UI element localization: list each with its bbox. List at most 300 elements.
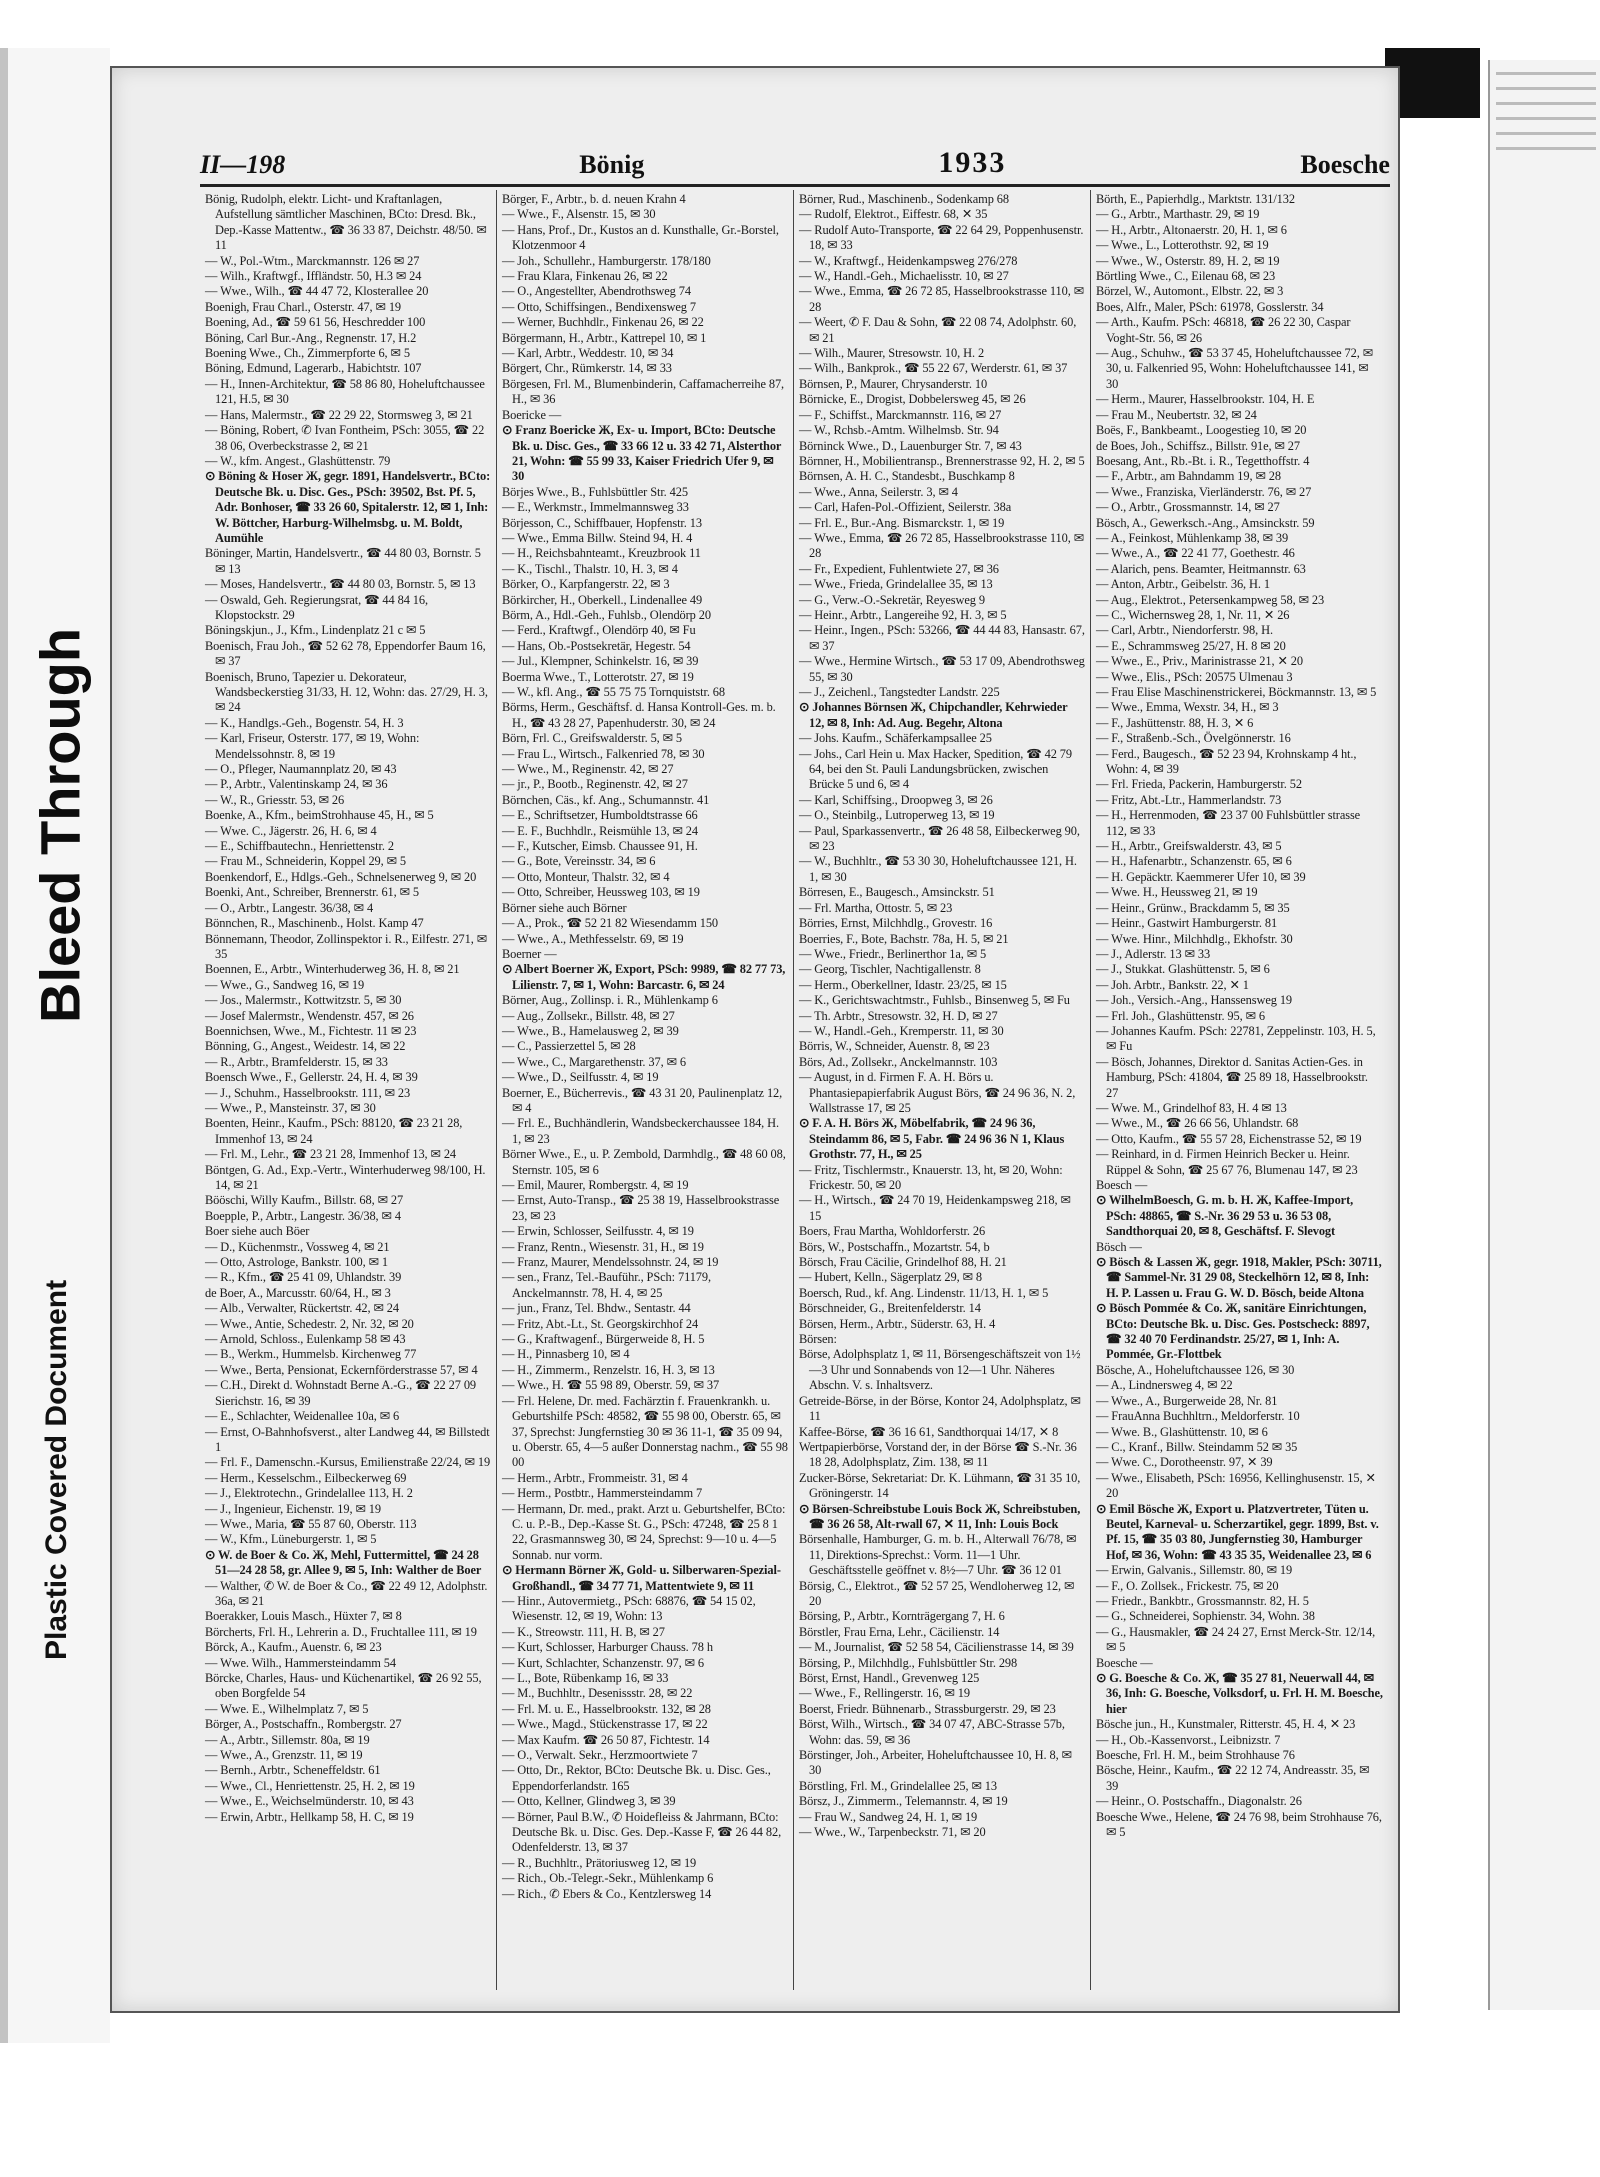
directory-entry: — Johannes Kaufm. PSch: 22781, Zeppelinstr. 103, H. 5, ✉ Fu	[1096, 1023, 1376, 1054]
directory-entry: — L., Bote, Rübenkamp 16, ✉ 33	[502, 1671, 669, 1685]
header-year: 1933	[938, 146, 1007, 179]
directory-entry: Börnsen, P., Maurer, Chrysanderstr. 10	[799, 376, 988, 391]
directory-entry: Boensch Wwe., F., Gellerstr. 24, H. 4, ✉ 39	[205, 1070, 418, 1085]
directory-entry: — K., Gerichtswachtmstr., Fuhlsb., Binsenweg 5, ✉ Fu	[799, 993, 1070, 1008]
directory-entry: — H., Hafenarbtr., Schanzenstr. 65, ✉ 6	[1096, 854, 1292, 869]
directory-entry: Boesche —	[1096, 1655, 1153, 1670]
directory-entry: Bösche, A., Hoheluftchaussee 126, ✉ 30	[1096, 1362, 1295, 1377]
directory-entry: Börstinger, Joh., Arbeiter, Hoheluftchaussee 10, H. 8, ✉ 30	[799, 1748, 1072, 1778]
directory-entry: — Reinhard, in d. Firmen Heinrich Becker u. Heinr. Rüppel & Sohn, ☎ 25 67 76, Blumenau 147, ✉ 23	[1096, 1147, 1358, 1177]
directory-entry: — Wwe., Emma, ☎ 26 72 85, Hasselbrookstrasse 110, ✉ 28	[799, 284, 1085, 314]
directory-entry: Börstling, Frl. M., Grindelallee 25, ✉ 13	[799, 1778, 997, 1793]
directory-entry: Boerries, F., Bote, Bachstr. 78a, H. 5, ✉ 21	[799, 931, 1009, 946]
directory-entry: Boerst, Friedr. Bühnenarb., Strassburgerstr. 29, ✉ 23	[799, 1701, 1056, 1716]
directory-entry: — Frl. Joh., Glashüttenstr. 95, ✉ 6	[1096, 1008, 1265, 1023]
directory-entry: — Wwe., D., Seilfusstr. 4, ✉ 19	[502, 1070, 659, 1085]
directory-entry: Börsig, C., Elektrot., ☎ 52 57 25, Wendloherweg 12, ✉ 20	[799, 1578, 1075, 1608]
directory-entry: — Rich., ✆ Ebers & Co., Kentzlersweg 14	[502, 1886, 712, 1901]
directory-entry: — Rudolf, Elektrot., Eiffestr. 68, ✕ 35	[799, 207, 988, 222]
directory-entry: — Rich., Ob.-Telegr.-Sekr., Mühlenkamp 6	[502, 1871, 714, 1886]
directory-entry: — G., Hausmakler, ☎ 24 24 27, Ernst Merck-Str. 12/14, ✉ 5	[1096, 1624, 1376, 1655]
directory-entry: Börn, Frl. C., Greifswalderstr. 5, ✉ 5	[502, 731, 683, 746]
directory-entry: — Wwe. H., Heussweg 21, ✉ 19	[1096, 885, 1258, 900]
directory-entry: ⊙ Albert Boerner Ж, Export, PSch: 9989, ☎ 82 77 73, Lilienstr. 7, ✉ 1, Wohn: Barcastr. 6, ✉ 24	[502, 962, 786, 992]
directory-entry: Börner Wwe., E., u. P. Zembold, Darmhdlg., ☎ 48 60 08, Sternstr. 105, ✉ 6	[502, 1147, 786, 1177]
directory-entry: — R., Kfm., ☎ 25 41 09, Uhlandstr. 39	[205, 1270, 402, 1285]
directory-entry: Boesche Wwe., Helene, ☎ 24 76 98, beim Strohhause 76, ✉ 5	[1096, 1809, 1382, 1840]
directory-entry: — G., Verw.-O.-Sekretär, Reyesweg 9	[799, 592, 985, 607]
directory-entry: — M., Buchhltr., Desenissstr. 28, ✉ 22	[502, 1686, 693, 1701]
directory-entry: — Frl. F., Damenschn.-Kursus, Emilienstraße 22/24, ✉ 19	[205, 1455, 491, 1470]
directory-entry: — Hermann, Dr. med., prakt. Arzt u. Geburtshelfer, BCto: C. u. P.-B., Dep.-Kasse St. G., PSch: 47248, ☎ 25 8 1 22, Grasmannsweg 30, ✉ 24, Sprechst: 9—10 u. 4—5 Sonnab. nur vorm.	[502, 1501, 786, 1562]
directory-entry: Börjesson, C., Schiffbauer, Hopfenstr. 13	[502, 515, 702, 530]
directory-entry: — Wwe., L., Lotterothstr. 92, ✉ 19	[1096, 238, 1269, 253]
scan-edge-shadow	[0, 48, 8, 2043]
directory-entry: Börsenhalle, Hamburger, G. m. b. H., Alterwall 76/78, ✉ 11, Direktions-Sprechst.: Vorm. 11—1 Uhr. Geschäftsstelle geöffnet v. 8½—7 Uhr. ☎ 36 12 01	[799, 1532, 1077, 1578]
directory-entry: — A., Arbtr., Sillemstr. 80a, ✉ 19	[205, 1732, 370, 1747]
directory-entry: Böningskjun., J., Kfm., Lindenplatz 21 c ✉ 5	[205, 623, 426, 638]
directory-entry: ⊙ WilhelmBoesch, G. m. b. H. Ж, Kaffee-Import, PSch: 48865, ☎ S.-Nr. 36 29 53 u. 36 53 08, Sandthorquai 20, ✉ 8, Geschäftsf. F. Slevogt	[1096, 1193, 1354, 1239]
directory-entry: — Hubert, Kelln., Sägerplatz 29, ✉ 8	[799, 1270, 982, 1285]
directory-entry: — W., kfl. Ang., ☎ 55 75 75 Tornquiststr. 68	[502, 685, 726, 699]
directory-entry: ⊙ G. Boesche & Co. Ж, ☎ 35 27 81, Neuerwall 44, ✉ 36, Inh: G. Boesche, Volksdorf, u. Frl. H. M. Boesche, hier	[1096, 1671, 1383, 1716]
directory-entry: Börresen, E., Baugesch., Amsinckstr. 51	[799, 885, 995, 900]
directory-entry: Börsz, J., Zimmerm., Telemannstr. 4, ✉ 19	[799, 1794, 1008, 1809]
directory-entry: — H., Herrenmoden, ☎ 23 37 00 Fuhlsbüttler strasse 112, ✉ 33	[1096, 808, 1361, 838]
directory-entry: Boepple, P., Arbtr., Langestr. 36/38, ✉ 4	[205, 1208, 401, 1223]
directory-entry: ⊙ Börsen-Schreibstube Louis Bock Ж, Schreibstuben, ☎ 36 26 58, Alt-rwall 67, ✕ 11, Inh: Louis Bock	[799, 1501, 1081, 1531]
directory-entry: — Frau W., Sandweg 24, H. 1, ✉ 19	[799, 1809, 978, 1824]
directory-entry: Börjes Wwe., B., Fuhlsbüttler Str. 425	[502, 484, 688, 499]
directory-entry: Böninger, Martin, Handelsvertr., ☎ 44 80 03, Bornstr. 5 ✉ 13	[205, 546, 481, 576]
directory-entry: — Herm., Kesselschm., Eilbeckerweg 69	[205, 1470, 407, 1485]
directory-entry: — Bernh., Arbtr., Scheneffeldstr. 61	[205, 1763, 381, 1778]
directory-entry: Börninck Wwe., D., Lauenburger Str. 7, ✉ 43	[799, 438, 1022, 453]
directory-entry: — Herm., Maurer, Hasselbrookstr. 104, H. E	[1096, 392, 1315, 407]
directory-entry: Bönig, Rudolph, elektr. Licht- und Kraftanlagen, Aufstellung sämtlicher Maschinen, BCto: Dresd. Bk., Dep.-Kasse Mattentw., ☎ 36 33 87, Deichstr. 48/50. ✉ 11	[205, 192, 487, 253]
directory-entry: Boesch —	[1096, 1178, 1148, 1192]
directory-entry: — K., Handlgs.-Geh., Bogenstr. 54, H. 3	[205, 715, 404, 730]
directory-entry: Börsing, P., Arbtr., Kornträgergang 7, H. 6	[799, 1609, 1005, 1624]
directory-entry: — Jos., Malermstr., Kottwitzstr. 5, ✉ 30	[205, 993, 402, 1008]
directory-entry: Börger, A., Postschaffn., Rombergstr. 27	[205, 1717, 402, 1732]
directory-entry: — W., R., Griesstr. 53, ✉ 26	[205, 792, 345, 807]
directory-entry: — Ferd., Kraftwgf., Olendörp 40, ✉ Fu	[502, 623, 696, 638]
directory-entry: — Walther, ✆ W. de Boer & Co., ☎ 22 49 12, Adolphstr. 36a, ✉ 21	[205, 1578, 488, 1608]
directory-entry: — J., Ingenieur, Eichenstr. 19, ✉ 19	[205, 1501, 381, 1516]
directory-entry: — W., Pol.-Wtm., Marckmannstr. 126 ✉ 27	[205, 253, 420, 268]
directory-entry: Boesang, Ant., Rb.-Bt. i. R., Tegetthoffstr. 4	[1096, 453, 1310, 468]
directory-entry: — Wwe., E., Priv., Marinistrasse 21, ✕ 20	[1096, 654, 1303, 669]
directory-entry: — Wwe., M., Reginenstr. 42, ✉ 27	[502, 762, 674, 777]
directory-entry: — O., Arbtr., Langestr. 36/38, ✉ 4	[205, 900, 374, 915]
directory-entry: — Herm., Postbtr., Hammersteindamm 7	[502, 1486, 703, 1501]
directory-entry: Boerner —	[502, 946, 557, 961]
directory-entry: — Karl, Friseur, Osterstr. 177, ✉ 19, Wohn: Mendelssohnstr. 8, ✉ 19	[205, 731, 420, 761]
directory-entry: Bönnchen, R., Maschinenb., Holst. Kamp 47	[205, 916, 424, 931]
directory-entry: Böning, Edmund, Lagerarb., Habichtstr. 107	[205, 361, 422, 376]
directory-entry: — Frl. Martha, Ottostr. 5, ✉ 23	[799, 900, 953, 915]
directory-entry: — sen., Franz, Tel.-Bauführ., PSch: 71179, Anckelmannstr. 78, H. 4, ✉ 25	[502, 1270, 711, 1300]
directory-entry: — Weert, ✆ F. Dau & Sohn, ☎ 22 08 74, Adolphstr. 60, ✉ 21	[799, 315, 1077, 345]
directory-entry: — Rudolf Auto-Transporte, ☎ 22 64 29, Poppenhusenstr. 18, ✉ 33	[799, 222, 1084, 253]
directory-entry: Boericke —	[502, 407, 562, 422]
directory-entry: — Frl. Helene, Dr. med. Fachärztin f. Frauenkrankh. u. Geburtshilfe PSch: 48582, ☎ 55 98 00, Oberstr. 65, ✉ 37, Sprechst: Jungfernstieg 30 ✉ 36 11-1, ☎ 35 09 94, u. Oberstr. 65, 4—5 außer Donnerstag nachm., ☎ 55 98 00	[502, 1393, 788, 1470]
directory-entry: Bösche jun., H., Kunstmaler, Ritterstr. 45, H. 4, ✕ 23	[1096, 1717, 1356, 1732]
directory-entry: — Wwe., Hermine Wirtsch., ☎ 53 17 09, Abendrothsweg 55, ✉ 30	[799, 654, 1085, 684]
directory-entry: Börnchen, Cäs., kf. Ang., Schumannstr. 41	[502, 792, 710, 807]
directory-entry: — C., Passierzettel 5, ✉ 28	[502, 1039, 636, 1054]
directory-entry: — Wwe., Cl., Henriettenstr. 25, H. 2, ✉ 19	[205, 1778, 415, 1793]
directory-entry: — Aug., Elektrot., Petersenkampweg 58, ✉ 23	[1096, 592, 1325, 607]
directory-entry: Boersch, Rud., kf. Ang. Lindenstr. 11/13, H. 1, ✉ 5	[799, 1285, 1049, 1300]
directory-entry: — O., Arbtr., Grossmannstr. 14, ✉ 27	[1096, 500, 1280, 515]
directory-column-1	[200, 190, 497, 1990]
directory-entry: — Wwe., Berta, Pensionat, Eckernförderstrasse 57, ✉ 4	[205, 1362, 478, 1377]
directory-entry: — F., Schiffst., Marckmannstr. 116, ✉ 27	[799, 407, 1002, 422]
directory-entry: Börcherts, Frl. H., Lehrerin a. D., Fruchtallee 111, ✉ 19	[205, 1624, 477, 1639]
directory-entry: — Wwe., B., Hamelausweg 2, ✉ 39	[502, 1023, 679, 1038]
directory-entry: — Franz, Maurer, Mendelssohnstr. 24, ✉ 19	[502, 1255, 719, 1270]
directory-entry: — Joh., Versich.-Ang., Hanssensweg 19	[1096, 993, 1293, 1008]
directory-entry: — A., Prok., ☎ 52 21 82 Wiesendamm 150	[502, 916, 719, 931]
directory-entry: — H., Arbtr., Greifswalderstr. 43, ✉ 5	[1096, 839, 1282, 854]
directory-entry: — H., Innen-Architektur, ☎ 58 86 80, Hoheluftchaussee 121, H.5, ✉ 30	[205, 376, 485, 407]
directory-entry: — Max Kaufm. ☎ 26 50 87, Fichtestr. 14	[502, 1732, 710, 1747]
directory-entry: Boerner, E., Bücherrevis., ☎ 43 31 20, Paulinenplatz 12, ✉ 4	[502, 1085, 783, 1115]
directory-entry: — Josef Malermstr., Wendenstr. 457, ✉ 26	[205, 1008, 414, 1023]
directory-entry: — C., Kranf., Billw. Steindamm 52 ✉ 35	[1096, 1439, 1298, 1454]
directory-entry: — H., Zimmerm., Renzelstr. 16, H. 3, ✉ 13	[502, 1362, 715, 1377]
directory-entry: ⊙ F. A. H. Börs Ж, Möbelfabrik, ☎ 24 96 36, Steindamm 86, ✉ 5, Fabr. ☎ 24 96 36 N 1, Klaus Grothstr. 77, H., ✉ 25	[799, 1116, 1065, 1162]
directory-entry: — D., Küchenmstr., Vossweg 4, ✉ 21	[205, 1239, 390, 1254]
directory-entry: ⊙ Bösch Pommée & Co. Ж, sanitäre Einrichtungen, BCto: Deutsche Bk. u. Disc. Ges. Postscheck: 8897, ☎ 32 40 70 Ferdinandstr. 25/27, ✉ 1, Inh: A. Pommée, Gr.-Flottbek	[1096, 1301, 1370, 1362]
directory-entry: — Wwe., W., Osterstr. 89, H. 2, ✉ 19	[1096, 253, 1280, 268]
directory-entry: — Fritz, Abt.-Ltr., Hammerlandstr. 73	[1096, 792, 1282, 807]
directory-entry: — Johs., Carl Hein u. Max Hacker, Spedition, ☎ 42 79 64, bei den St. Pauli Landungsbrücken, zwischen Brücke 5 und 6, ✉ 4	[799, 746, 1073, 792]
directory-entry: Börgert, Chr., Rümkerstr. 14, ✉ 33	[502, 361, 672, 376]
directory-entry: — B., Werkm., Hummelsb. Kirchenweg 77	[205, 1347, 417, 1362]
directory-entry: — O., Pfleger, Naumannplatz 20, ✉ 43	[205, 762, 397, 777]
directory-entry: Börs, W., Postschaffn., Mozartstr. 54, b	[799, 1239, 990, 1254]
directory-entry: — Erwin, Galvanis., Sillemstr. 80, ✉ 19	[1096, 1563, 1293, 1578]
directory-entry: — Wwe., E., Weichselmünderstr. 10, ✉ 43	[205, 1794, 414, 1809]
directory-entry: — Wwe. B., Glashüttenstr. 10, ✉ 6	[1096, 1424, 1268, 1439]
directory-entry: — Wwe., M., ☎ 26 66 56, Uhlandstr. 68	[1096, 1116, 1299, 1131]
directory-entry: — Werner, Buchhdlr., Finkenau 26, ✉ 22	[502, 315, 704, 330]
directory-entry: — Moses, Handelsvertr., ☎ 44 80 03, Bornstr. 5, ✉ 13	[205, 577, 476, 592]
directory-entry: Börkircher, H., Oberkell., Lindenallee 49	[502, 592, 703, 607]
directory-entry: — Franz, Rentn., Wiesenstr. 31, H., ✉ 19	[502, 1239, 704, 1254]
directory-entry: — F., O. Zollsek., Frickestr. 75, ✉ 20	[1096, 1578, 1279, 1593]
directory-entry: — Wwe., Maria, ☎ 55 87 60, Oberstr. 113	[205, 1516, 417, 1531]
directory-entry: — Frl. E., Bur.-Ang. Bismarckstr. 1, ✉ 19	[799, 515, 1005, 530]
adjacent-page-line	[1496, 87, 1596, 90]
directory-entry: — Frau M., Neubertstr. 32, ✉ 24	[1096, 407, 1257, 422]
directory-entry: — Kurt, Schlosser, Harburger Chauss. 78 h	[502, 1640, 713, 1655]
directory-entry: — Heinr., Grünw., Brackdamm 5, ✉ 35	[1096, 900, 1290, 915]
directory-entry: — J., Schuhm., Hasselbrookstr. 111, ✉ 23	[205, 1085, 411, 1100]
directory-entry: — W., Handl.-Geh., Michaelisstr. 10, ✉ 27	[799, 269, 1009, 284]
page-number: II—198	[200, 150, 286, 179]
directory-entry: de Boes, Joh., Schiffsz., Billstr. 91e, ✉ 27	[1096, 438, 1300, 453]
directory-entry: Börnner, H., Mobilientransp., Brennerstrasse 92, H. 2, ✉ 5	[799, 453, 1085, 468]
directory-entry: — C., Wichernsweg 28, 1, Nr. 11, ✕ 26	[1096, 607, 1290, 622]
directory-entry: — Wwe. E., Wilhelmplatz 7, ✉ 5	[205, 1701, 369, 1716]
directory-entry: — Hans, Prof., Dr., Kustos an d. Kunsthalle, Gr.-Borstel, Klotzenmoor 4	[502, 222, 779, 253]
directory-entry: — W., Kraftwgf., Heidenkampsweg 276/278	[799, 253, 1018, 268]
directory-entry: — Carl, Hafen-Pol.-Offizient, Seilerstr. 38a	[799, 500, 1012, 515]
directory-entry: — Wwe., C., Margarethenstr. 37, ✉ 6	[502, 1054, 686, 1069]
directory-entry: Boennichsen, Wwe., M., Fichtestr. 11 ✉ 23	[205, 1023, 417, 1038]
directory-entry: — K., Streowstr. 111, H. B, ✉ 27	[502, 1624, 665, 1639]
directory-entry: — Otto, Kellner, Glindweg 3, ✉ 39	[502, 1794, 676, 1809]
directory-entry: — Wwe., Anna, Seilerstr. 3, ✉ 4	[799, 484, 958, 499]
directory-entry: Börsen, Herm., Arbtr., Süderstr. 63, H. 4	[799, 1316, 996, 1331]
directory-entry: — Carl, Arbtr., Niendorferstr. 98, H.	[1096, 623, 1273, 638]
directory-entry: — F., Straßenb.-Sch., Övelgönnerstr. 16	[1096, 731, 1291, 746]
directory-entry: ⊙ Böning & Hoser Ж, gegr. 1891, Handelsvertr., BCto: Deutsche Bk. u. Disc. Ges., PSch: 39502, Bst. Pf. 5, Adr. Bonhoser, ☎ 33 26 60, Spitalerstr. 12, ✉ 1, Inh: W. Böttcher, Harburg-Wilhelmsbg. u. M. Boldt, Aumühle	[205, 469, 491, 545]
directory-entry: ⊙ W. de Boer & Co. Ж, Mehl, Futtermittel, ☎ 24 28 51—24 28 58, gr. Allee 9, ✉ 5, Inh: Walther de Boer	[205, 1547, 482, 1578]
directory-entry: — G., Kraftwagenf., Bürgerweide 8, H. 5	[502, 1332, 705, 1347]
adjacent-page-line	[1496, 147, 1596, 150]
directory-entry: Börris, W., Schneider, Auenstr. 8, ✉ 23	[799, 1039, 990, 1054]
directory-entry: Zucker-Börse, Sekretariat: Dr. K. Lühmann, ☎ 31 35 10, Gröningerstr. 14	[799, 1470, 1081, 1501]
directory-entry: Boennen, E., Arbtr., Winterhuderweg 36, H. 8, ✉ 21	[205, 962, 460, 977]
directory-entry: — Heinr., Ingen., PSch: 53266, ☎ 44 44 83, Hansastr. 67, ✉ 37	[799, 623, 1085, 653]
directory-entry: Boenisch, Frau Joh., ☎ 52 62 78, Eppendorfer Baum 16, ✉ 37	[205, 638, 486, 669]
directory-entry: Börtling Wwe., C., Eilenau 68, ✉ 23	[1096, 269, 1276, 284]
directory-entry: — Wwe. C., Dorotheenstr. 97, ✕ 39	[1096, 1455, 1273, 1470]
directory-entry: — Wwe., Elisabeth, PSch: 16956, Kellinghusenstr. 15, ✕ 20	[1096, 1470, 1376, 1501]
directory-entry: — Wwe., G., Sandweg 16, ✉ 19	[205, 977, 365, 992]
adjacent-page-line	[1496, 102, 1596, 105]
directory-entry: — Wwe., Frieda, Grindelallee 35, ✉ 13	[799, 577, 993, 592]
directory-entry: Börzel, W., Automont., Elbstr. 22, ✉ 3	[1096, 284, 1284, 299]
directory-entry: — E., Werkmstr., Immelmannsweg 33	[502, 500, 689, 515]
directory-entry: Börnicke, E., Drogist, Dobbelersweg 45, ✉ 26	[799, 392, 1026, 407]
adjacent-page-line	[1496, 72, 1596, 75]
directory-entry: — Otto, Kaufm., ☎ 55 57 28, Eichenstrasse 52, ✉ 19	[1096, 1131, 1362, 1146]
directory-entry: Böning, Carl Bur.-Ang., Regnenstr. 17, H.2	[205, 330, 417, 345]
directory-entry: Börst, Ernst, Handl., Grevenweg 125	[799, 1671, 980, 1685]
directory-entry: Börries, Ernst, Milchhdlg., Grovestr. 16	[799, 916, 993, 931]
directory-entry: Getreide-Börse, in der Börse, Kontor 24, Adolphsplatz, ✉ 11	[799, 1393, 1081, 1424]
directory-entry: — Arth., Kaufm. PSch: 46818, ☎ 26 22 30, Caspar Voght-Str. 56, ✉ 26	[1096, 315, 1351, 345]
directory-entry: — O., Steinbilg., Lutroperweg 13, ✉ 19	[799, 808, 995, 823]
directory-entry: Börstler, Frau Erna, Lehr., Cäcilienstr. 14	[799, 1624, 1000, 1639]
directory-entry: — R., Buchhltr., Prätoriusweg 12, ✉ 19	[502, 1855, 697, 1870]
directory-entry: Börker, O., Karpfangerstr. 22, ✉ 3	[502, 577, 670, 592]
scan-top-margin	[0, 0, 1600, 48]
directory-entry: — E. F., Buchhdlr., Reismühle 13, ✉ 24	[502, 823, 698, 838]
header-rule	[200, 184, 1390, 187]
directory-entry: — F., Arbtr., am Bahndamm 19, ✉ 28	[1096, 469, 1281, 484]
directory-entry: Börner, Rud., Maschinenb., Sodenkamp 68	[799, 192, 1010, 206]
directory-entry: Boesche, Frl. H. M., beim Strohhause 76	[1096, 1748, 1295, 1763]
directory-entry: — Börner, Paul B.W., ✆ Hoidefleiss & Jahrmann, BCto: Deutsche Bk. u. Disc. Ges. Dep.-Kasse F, ☎ 26 44 82, Odenfelderstr. 13, ✉ 37	[502, 1809, 782, 1855]
directory-entry: ⊙ Bösch & Lassen Ж, gegr. 1918, Makler, PSch: 30711, ☎ Sammel-Nr. 31 29 08, Steckelhörn 12, ✉ 8, Inh: H. P. Lassen u. Frau G. W. D. Bösch, beide Altona	[1096, 1255, 1382, 1300]
directory-entry: — Johs. Kaufm., Schäferkampsallee 25	[799, 731, 992, 746]
directory-entry: — W., Handl.-Geh., Kremperstr. 11, ✉ 30	[799, 1023, 1004, 1038]
directory-entry: — A., Lindnersweg 4, ✉ 22	[1096, 1378, 1233, 1393]
directory-entry: — Erwin, Arbtr., Hellkamp 58, H. C, ✉ 19	[205, 1809, 414, 1824]
directory-entry: — Wilh., Kraftwgf., Iffländstr. 50, H.3 ✉ 24	[205, 269, 422, 284]
directory-entry: Boenkendorf, E., Hdlgs.-Geh., Schnelsenerweg 9, ✉ 20	[205, 869, 477, 884]
directory-entry: — J., Elektrotechn., Grindelallee 113, H. 2	[205, 1486, 413, 1501]
directory-entry: — Otto, Monteur, Thalstr. 32, ✉ 4	[502, 869, 670, 884]
directory-entry: — Frl. Frieda, Packerin, Hamburgerstr. 52	[1096, 777, 1302, 792]
directory-entry: — H., Ob.-Kassenvorst., Leibnizstr. 7	[1096, 1732, 1281, 1747]
directory-entry: — Arnold, Schloss., Eulenkamp 58 ✉ 43	[205, 1332, 406, 1347]
directory-entry: — Wwe., Elis., PSch: 20575 Ulmenau 3	[1096, 669, 1293, 684]
directory-entry: — Kurt, Schlachter, Schanzenstr. 97, ✉ 6	[502, 1655, 705, 1670]
directory-entry: Börsing, P., Milchhdlg., Fuhlsbüttler Str. 298	[799, 1655, 1018, 1670]
directory-entry: — C.H., Direkt d. Wohnstadt Berne A.-G., ☎ 22 27 09 Sierichstr. 16, ✉ 39	[205, 1378, 477, 1408]
directory-entry: — Frau M., Schneiderin, Koppel 29, ✉ 5	[205, 854, 407, 869]
directory-entry: Bösch —	[1096, 1239, 1142, 1254]
directory-entry: Börms, Herm., Geschäftsf. d. Hansa Kontroll-Ges. m. b. H., ☎ 43 28 27, Papenhuderstr. 30, ✉ 24	[502, 700, 776, 730]
directory-entry: — Karl, Arbtr., Weddestr. 10, ✉ 34	[502, 346, 674, 361]
directory-entry: — Wwe., A., Methfesselstr. 69, ✉ 19	[502, 931, 684, 946]
directory-entry: — Wwe., A., ☎ 22 41 77, Goethestr. 46	[1096, 546, 1295, 561]
directory-entry: — Alarich, pens. Beamter, Heitmannstr. 63	[1096, 561, 1306, 576]
directory-entry: Boening, Ad., ☎ 59 61 56, Heschredder 100	[205, 315, 426, 330]
directory-entry: — Wilh., Maurer, Stresowstr. 10, H. 2	[799, 346, 985, 361]
directory-entry: — Wwe. Hinr., Milchhdlg., Ekhofstr. 30	[1096, 931, 1293, 946]
directory-entry: — Herm., Oberkellner, Idastr. 23/25, ✉ 15	[799, 977, 1007, 992]
directory-entry: de Boer, A., Marcusstr. 60/64, H., ✉ 3	[205, 1285, 391, 1300]
directory-entry: — Georg, Tischler, Nachtigallenstr. 8	[799, 962, 981, 977]
directory-entry: Bösche, Heinr., Kaufm., ☎ 22 12 74, Andreasstr. 35, ✉ 39	[1096, 1763, 1370, 1793]
directory-entry: — August, in d. Firmen F. A. H. Börs u. Phantasiepapierfabrik August Börs, ☎ 24 96 36, N. 2, Wallstrasse 17, ✉ 25	[799, 1070, 1076, 1115]
directory-entry: — Fr., Expedient, Fuhlentwiete 27, ✉ 36	[799, 561, 999, 576]
directory-entry: — A., Feinkost, Mühlenkamp 38, ✉ 39	[1096, 530, 1289, 545]
directory-entry: — H. Gepäcktr. Kaemmerer Ufer 10, ✉ 39	[1096, 869, 1306, 884]
directory-entry: Bööschi, Willy Kaufm., Billstr. 68, ✉ 27	[205, 1193, 404, 1208]
directory-entry: — Böning, Robert, ✆ Ivan Fontheim, PSch: 3055, ☎ 22 38 06, Overbeckstrasse 2, ✉ 21	[205, 423, 485, 453]
directory-entry: — Otto, Schreiber, Heussweg 103, ✉ 19	[502, 885, 700, 900]
directory-entry: Boenki, Ant., Schreiber, Brennerstr. 61, ✉ 5	[205, 885, 420, 900]
directory-entry: — Fritz, Abt.-Lt., St. Georgskirchhof 24	[502, 1316, 699, 1331]
directory-entry: — J., Zeichenl., Tangstedter Landstr. 225	[799, 685, 1000, 699]
directory-entry: — Otto, Astrologe, Bankstr. 100, ✉ 1	[205, 1255, 389, 1270]
header-right-word: Boesche	[1300, 150, 1390, 179]
directory-entry: — O., Angestellter, Abendrothsweg 74	[502, 284, 691, 299]
directory-entry: — Frau Klara, Finkenau 26, ✉ 22	[502, 269, 668, 284]
directory-entry: Börner, Aug., Zollinsp. i. R., Mühlenkamp 6	[502, 993, 718, 1008]
directory-entry: — G., Bote, Vereinsstr. 34, ✉ 6	[502, 854, 656, 869]
directory-entry: Boenisch, Bruno, Tapezier u. Dekorateur, Wandsbeckerstieg 31/33, H. 12, Wohn: das. 27/29, H. 3, ✉ 24	[205, 669, 488, 715]
adjacent-page-line	[1496, 117, 1596, 120]
directory-entry: — Ferd., Baugesch., ☎ 52 23 94, Krohnskamp 4 ht., Wohn: 4, ✉ 39	[1096, 746, 1357, 777]
directory-entry: Bönnemann, Theodor, Zollinspektor i. R., Eilfestr. 271, ✉ 35	[205, 931, 488, 961]
directory-entry: — H., Reichsbahnteamt., Kreuzbrook 11	[502, 546, 701, 561]
directory-entry: — Otto, Dr., Rektor, BCto: Deutsche Bk. u. Disc. Ges., Eppendorferlandstr. 165	[502, 1763, 771, 1793]
directory-entry: — Wwe., H. ☎ 55 98 89, Oberstr. 59, ✉ 37	[502, 1378, 720, 1393]
directory-entry: Boer siehe auch Böer	[205, 1224, 310, 1239]
directory-entry: — Th. Arbtr., Stresowstr. 32, H. D, ✉ 27	[799, 1008, 998, 1023]
directory-entry: — E., Schriftsetzer, Humboldtstrasse 66	[502, 808, 698, 823]
directory-entry: — Erwin, Schlosser, Seilfusstr. 4, ✉ 19	[502, 1224, 694, 1239]
adjacent-page-line	[1496, 132, 1596, 135]
directory-entry: — Wwe., Magd., Stückenstrasse 17, ✉ 22	[502, 1717, 708, 1732]
directory-entry: — Frl. M., Lehr., ☎ 23 21 28, Immenhof 13, ✉ 24	[205, 1147, 457, 1162]
directory-entry: — jun., Franz, Tel. Bhdw., Sentastr. 44	[502, 1301, 691, 1316]
directory-entry: — Wwe., A., Grenzstr. 11, ✉ 19	[205, 1748, 363, 1763]
directory-entry: Börgermann, H., Arbtr., Kattrepel 10, ✉ 1	[502, 330, 707, 345]
directory-entry: — Aug., Schuhw., ☎ 53 37 45, Hoheluftchaussee 72, ✉ 30, u. Falkenried 95, Wohn: Hoheluftchaussee 141, ✉ 30	[1096, 346, 1373, 391]
directory-entry: — Frau L., Wirtsch., Falkenried 78, ✉ 30	[502, 746, 705, 761]
directory-entry: Boes, Alfr., Maler, PSch: 61978, Gosslerstr. 34	[1096, 299, 1324, 314]
directory-entry: Boerakker, Louis Masch., Hüxter 7, ✉ 8	[205, 1609, 402, 1624]
directory-entry: Börgesen, Frl. M., Blumenbinderin, Caffamacherreihe 87, H., ✉ 36	[502, 376, 785, 407]
directory-entry: — Wwe. C., Jägerstr. 26, H. 6, ✉ 4	[205, 823, 377, 838]
directory-entry: — Wwe., W., Tarpenbeckstr. 71, ✉ 20	[799, 1825, 986, 1840]
directory-entry: — H., Wirtsch., ☎ 24 70 19, Heidenkampsweg 218, ✉ 15	[799, 1193, 1071, 1223]
directory-entry: — Wwe., Friedr., Berlinerthor 1a, ✉ 5	[799, 946, 987, 961]
directory-entry: — Frl. E., Buchhändlerin, Wandsbeckerchaussee 184, H. 1, ✉ 23	[502, 1116, 780, 1146]
bleed-through-label: Bleed Through	[28, 627, 92, 1023]
directory-entry: — Ernst, Auto-Transp., ☎ 25 38 19, Hasselbrookstrasse 23, ✉ 23	[502, 1193, 780, 1223]
directory-entry: — Herm., Arbtr., Frommeistr. 31, ✉ 4	[502, 1470, 688, 1485]
directory-entry: — Anton, Arbtr., Geibelstr. 36, H. 1	[1096, 577, 1270, 592]
directory-entry: — jr., P., Bootb., Reginenstr. 42, ✉ 27	[502, 777, 688, 792]
directory-entry: — P., Arbtr., Valentinskamp 24, ✉ 36	[205, 777, 388, 792]
directory-entry: Boenten, Heinr., Kaufm., PSch: 88120, ☎ 23 21 28, Immenhof 13, ✉ 24	[205, 1116, 463, 1146]
directory-entry: — W., kfm. Angest., Glashüttenstr. 79	[205, 453, 391, 468]
directory-entry: — G., Arbtr., Marthastr. 29, ✉ 19	[1096, 207, 1260, 222]
directory-columns	[200, 190, 1390, 1990]
directory-entry: Wertpapierbörse, Vorstand der, in der Börse ☎ S.-Nr. 36 18 28, Adolphsplatz, Zim. 138, ✉ 11	[799, 1439, 1077, 1470]
directory-entry: — W., Rchsb.-Amtm. Wilhelmsb. Str. 94	[799, 423, 999, 438]
directory-entry: ⊙ Hermann Börner Ж, Gold- u. Silberwaren-Spezial-Großhandl., ☎ 34 77 71, Mattentwiete 9, ✉ 11	[502, 1563, 781, 1593]
directory-entry: — Wilh., Bankprok., ☎ 55 22 67, Werderstr. 61, ✉ 37	[799, 361, 1068, 376]
directory-entry: Boenke, A., Kfm., beimStrohhause 45, H., ✉ 5	[205, 808, 434, 823]
directory-entry: Börst, Wilh., Wirtsch., ☎ 34 07 47, ABC-Strasse 57b, Wohn: das. 59, ✉ 36	[799, 1717, 1065, 1747]
directory-entry: — Alb., Verwalter, Rückertstr. 42, ✉ 24	[205, 1301, 399, 1316]
directory-entry: — Heinr., Arbtr., Langereihe 92, H. 3, ✉ 5	[799, 607, 1007, 622]
directory-entry: — Wwe., A., Burgerweide 28, Nr. 81	[1096, 1393, 1278, 1408]
directory-entry: — Ernst, O-Bahnhofsverst., alter Landweg 44, ✉ Billstedt 1	[205, 1424, 490, 1454]
directory-entry: — K., Tischl., Thalstr. 10, H. 3, ✉ 4	[502, 561, 678, 576]
directory-entry: — Wwe., Emma Billw. Steind 94, H. 4	[502, 530, 693, 545]
directory-entry: Börm, A., Hdl.-Geh., Fuhlsb., Olendörp 20	[502, 607, 711, 622]
directory-entry: — Emil, Maurer, Rombergstr. 4, ✉ 19	[502, 1178, 689, 1192]
directory-entry: — F., Jashüttenstr. 88, H. 3, ✕ 6	[1096, 715, 1254, 730]
directory-entry: Boening Wwe., Ch., Zimmerpforte 6, ✉ 5	[205, 346, 410, 361]
directory-entry: — Joh. Arbtr., Bankstr. 22, ✕ 1	[1096, 977, 1249, 992]
directory-entry: Boenigh, Frau Charl., Osterstr. 47, ✉ 19	[205, 299, 402, 314]
page-header	[200, 138, 1390, 180]
directory-entry: Bösch, A., Gewerksch.-Ang., Amsinckstr. 59	[1096, 515, 1315, 530]
directory-entry: Börcke, Charles, Haus- und Küchenartikel, ☎ 26 92 55, oben Borgfelde 54	[205, 1671, 482, 1701]
directory-entry: — H., Arbtr., Altonaerstr. 20, H. 1, ✉ 6	[1096, 222, 1287, 237]
directory-entry: — Joh., Schullehr., Hamburgerstr. 178/180	[502, 253, 711, 268]
directory-entry: Börnsen, A. H. C., Standesbt., Buschkamp 8	[799, 469, 1015, 484]
directory-entry: — E., Schrammsweg 25/27, H. 8 ✉ 20	[1096, 638, 1286, 653]
directory-entry: Börsen:	[799, 1332, 837, 1347]
directory-column-3	[794, 190, 1091, 1990]
directory-entry: — Wwe., P., Mansteinstr. 37, ✉ 30	[205, 1100, 376, 1115]
directory-entry: Bönning, G., Angest., Weidestr. 14, ✉ 22	[205, 1039, 406, 1054]
directory-entry: — Bösch, Johannes, Direktor d. Sanitas Actien-Ges. in Hamburg, PSch: 41804, ☎ 25 89 18, Hasselbrookstr. 27	[1096, 1054, 1368, 1100]
directory-entry: — Hans, Malermstr., ☎ 22 29 22, Stormsweg 3, ✉ 21	[205, 407, 473, 422]
adjacent-page-edge	[1488, 60, 1600, 2010]
directory-entry: Kaffee-Börse, ☎ 36 16 61, Sandthorquai 14/17, ✕ 8	[799, 1424, 1059, 1439]
directory-entry: — G., Schneiderei, Sophienstr. 34, Wohn. 38	[1096, 1609, 1315, 1624]
directory-entry: — J., Adlerstr. 13 ✉ 33	[1096, 946, 1211, 961]
